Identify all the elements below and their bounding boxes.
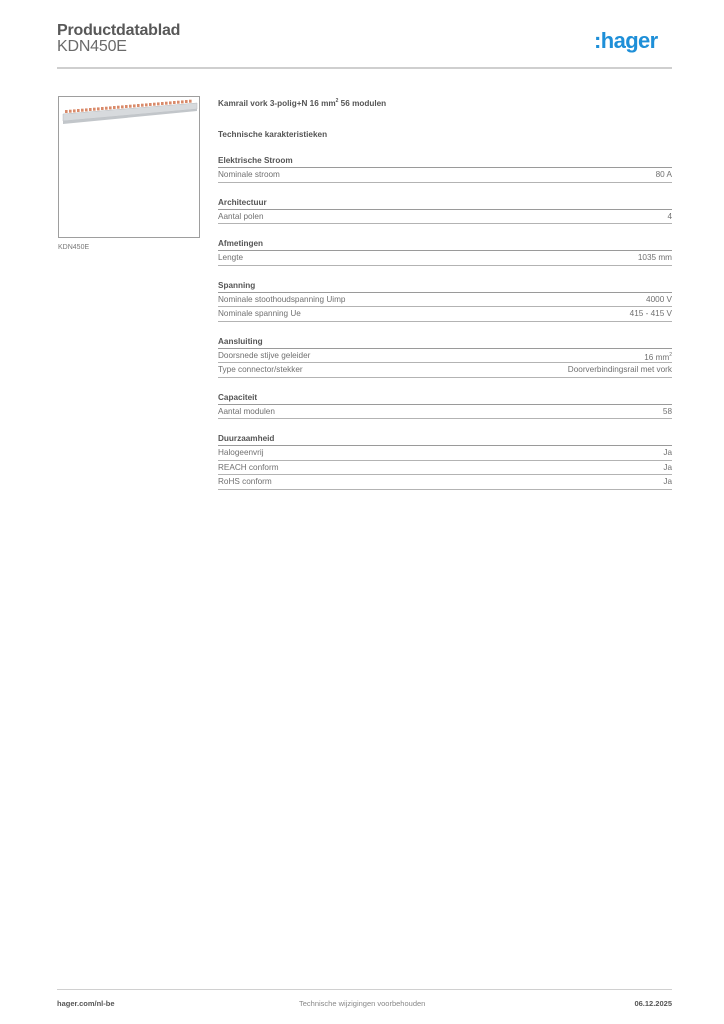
image-caption: KDN450E [58,244,90,251]
product-code: KDN450E [57,38,127,55]
footer-website-link[interactable]: hager.com/nl-be [57,999,115,1008]
spec-sections [218,155,672,490]
spec-label: Doorsnede stijve geleider [218,350,311,360]
spec-row [218,307,672,322]
spec-value: 80 A [655,170,672,179]
spec-label: Type connector/stekker [218,365,303,374]
spec-value: 58 [662,406,672,416]
spec-section [218,433,672,490]
spec-value: Ja [663,477,672,486]
spec-row [218,363,672,378]
busbar-image-icon [59,97,200,238]
spec-content [218,95,672,490]
section-heading: Capaciteit [218,392,672,405]
spec-value: Doorverbindingsrail met vork [567,365,672,374]
section-heading: Elektrische Stroom [218,155,672,168]
spec-row [218,210,672,225]
spec-label: Nominale stoothoudspanning Uimp [218,294,346,304]
spec-label: Nominale spanning Ue [218,309,301,318]
spec-value: Ja [663,462,672,472]
spec-label: Aantal polen [218,211,264,221]
spec-section [218,392,672,420]
product-name: Kamrail vork 3-polig+N 16 $mm^2$ 56 modulen [218,98,387,108]
tech-characteristics-title: Technische karakteristieken [218,130,328,139]
section-heading: Afmetingen [218,238,672,251]
spec-section [218,197,672,225]
spec-value: 4000 V [646,294,672,304]
document-title: Productdatablad [57,22,181,39]
spec-section [218,336,672,378]
spec-row [218,349,672,364]
spec-row [218,251,672,266]
spec-section [218,238,672,266]
spec-value: Ja [663,448,672,457]
section-heading: Duurzaamheid [218,433,672,446]
spec-row [218,405,672,420]
section-heading: Spanning [218,280,672,293]
footer-divider [57,989,672,990]
spec-value: 415 - 415 V [629,309,672,318]
spec-label: Nominale stroom [218,170,280,179]
spec-row [218,168,672,183]
spec-row [218,446,672,461]
product-image [58,96,200,238]
spec-row [218,293,672,308]
footer-date: 06.12.2025 [634,999,672,1008]
spec-section [218,280,672,322]
spec-row [218,475,672,490]
spec-section [218,155,672,183]
spec-value: 4 [667,211,672,221]
spec-label: REACH conform [218,462,279,472]
header-divider [57,67,672,69]
spec-row [218,461,672,476]
section-heading: Aansluiting [218,336,672,349]
spec-label: RoHS conform [218,477,272,486]
section-heading: Architectuur [218,197,672,210]
footer-disclaimer: Technische wijzigingen voorbehouden [299,999,426,1008]
spec-label: Lengte [218,253,244,262]
spec-label: Halogeenvrij [218,448,264,457]
hager-logo: :hager [594,28,658,53]
spec-label: Aantal modulen [218,406,275,416]
spec-value: 1035 mm [637,253,672,262]
spec-value: 16 $mm^2$ [644,351,672,362]
